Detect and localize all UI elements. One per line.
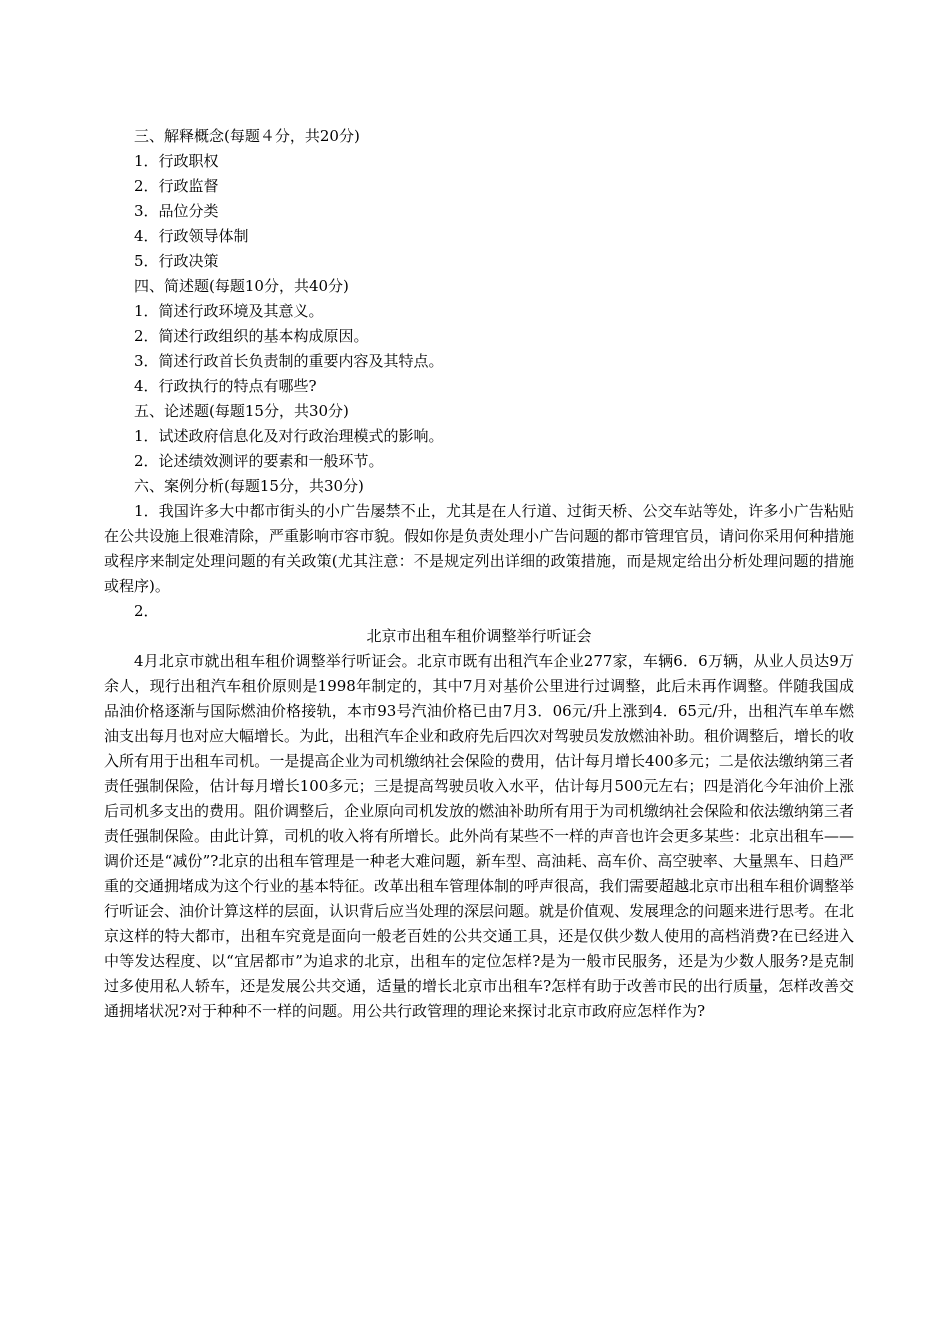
section-4-item: 3．简述行政首长负责制的重要内容及其特点。: [134, 352, 444, 370]
case-2-title: 北京市出租车租价调整举行听证会: [366, 627, 592, 645]
section-5-item: 2．论述绩效测评的要素和一般环节。: [134, 452, 384, 470]
section-3-item: 3．品位分类: [134, 202, 219, 220]
section-5-item: 1．试述政府信息化及对行政治理模式的影响。: [134, 427, 444, 445]
section-6-heading: 六、案例分析(每题15分，共30分): [134, 477, 364, 495]
section-3-item: 2．行政监督: [134, 177, 219, 195]
section-4-item: 4．行政执行的特点有哪些?: [134, 377, 317, 395]
case-2-paragraph: 4月北京市就出租车租价调整举行听证会。北京市既有出租汽车企业277家，车辆6．6万辆，从业人员达9万余人，现行出租汽车租价原则是1998年制定的，其中7月对基价公里进行过调整，此后未再作调整。伴随我国成品油价格逐渐与国际燃油价格接轨，本市93号汽油价格已由7月3．06元/升上涨到4．65元/升，出租汽车单车燃油支出每月也对应大幅增长。为此，出租汽车企业和政府先后四次对驾驶员发放燃油补助。租价调整后，增长的收入所有用于出租车司机。一是提高企业为司机缴纳社会保险的费用，估计每月增长400多元；二是依法缴纳第三者责任强制保险，估计每月增长100多元；三是提高驾驶员收入水平，估计每月500元左右；四是消化今年油价上涨后司机多支出的费用。阻价调整后，企业原向司机发放的燃油补助所有用于为司机缴纳社会保险和依法缴纳第三者责任强制保险。由此计算，司机的收入将有所增长。此外尚有某些不一样的声音也许会更多某些：北京出租车——调价还是“减份”?北京的出租车管理是一种老大难问题，新车型、高油耗、高车价、高空驶率、大量黑车、日趋严重的交通拥堵成为这个行业的基本特征。改革出租车管理体制的呼声很高，我们需要超越北京市出租车租价调整举行听证会、油价计算这样的层面，认识背后应当处理的深层问题。就是价值观、发展理念的问题来进行思考。在北京这样的特大都市，出租车究竟是面向一般老百姓的公共交通工具，还是仅供少数人使用的高档消费?在已经进入中等发达程度、以“宜居都市”为追求的北京，出租车的定位怎样?是为一般市民服务，还是为少数人服务?是克制过多使用私人轿车，还是发展公共交通，适量的增长北京市出租车?怎样有助于改善市民的出行质量，怎样改善交通拥堵状况?对于种种不一样的问题。用公共行政管理的理论来探讨北京市政府应怎样作为?: [104, 652, 855, 1020]
section-3-item: 4．行政领导体制: [134, 227, 249, 245]
section-3-item: 1．行政职权: [134, 152, 219, 170]
section-4-item: 1．简述行政环境及其意义。: [134, 302, 324, 320]
section-3-heading: 三、解释概念(每题４分，共20分): [134, 127, 360, 145]
section-5-heading: 五、论述题(每题15分，共30分): [134, 402, 349, 420]
case-1-paragraph: 1．我国许多大中都市街头的小广告屡禁不止，尤其是在人行道、过街天桥、公交车站等处，许多小广告粘贴在公共设施上很难清除，严重影响市容市貌。假如你是负责处理小广告问题的都市管理官员，请问你采用何种措施或程序来制定处理问题的有关政策(尤其注意：不是规定列出详细的政策措施，而是规定给出分析处理问题的措施或程序)。: [104, 502, 855, 595]
section-4-heading: 四、简述题(每题10分，共40分): [134, 277, 349, 295]
document-content: [104, 124, 854, 1024]
section-4-item: 2．简述行政组织的基本构成原因。: [134, 327, 369, 345]
case-2-number: 2．: [134, 602, 159, 620]
section-3-item: 5．行政决策: [134, 252, 219, 270]
